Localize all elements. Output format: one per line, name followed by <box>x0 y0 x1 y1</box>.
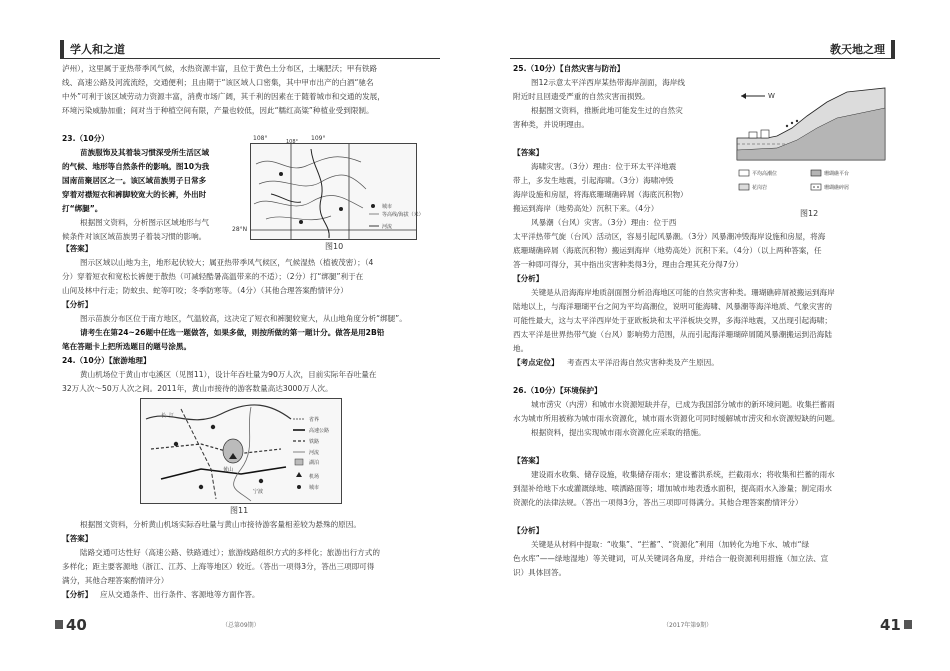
q25-analysis-label: 【分析】 <box>513 274 544 283</box>
q25-answer-line: 答一种即可得分，其中指出灾害种类得3分，理由合理其充分得7分） <box>513 260 743 269</box>
q25-answer-line: 海啸灾害。（3分）理由：位于环太平洋地震 <box>531 162 677 171</box>
fig11-legend-highway: 高速公路 <box>309 428 330 434</box>
figure-12-coast-profile <box>737 88 885 210</box>
left-page-number-text: 40 <box>66 616 87 634</box>
figure-10-map <box>250 139 424 240</box>
q25-answer-line: 太平洋热带气旋（台风）活动区，容易引起风暴潮。（3分）风暴潮冲毁海岸设施和房屋，将海 <box>513 232 826 241</box>
q26-text-line: 根据资料，提出实现城市雨水资源化应采取的措施。 <box>531 428 706 437</box>
q25-answer-line: 底珊瑚礁碎屑（海底沉积物）搬运到海岸（地势高处）沉积下来。（4分）（以上两种答案，任 <box>513 246 822 255</box>
fig10-legend-city: 城市 <box>382 204 393 210</box>
q25-title: 25.（10分）【自然灾害与防治】 <box>513 64 625 73</box>
fig11-place-label: 江 <box>169 413 175 419</box>
q25-answer-line: 海岸设施和房屋，将海底珊瑚礁碎屑（海底沉积物） <box>513 190 688 199</box>
coast-profile-graphic <box>737 88 885 210</box>
fig11-place-label: 长 <box>161 413 167 419</box>
fig12-direction: W <box>768 92 775 100</box>
fig12-legend-tide: 平均高潮位 <box>752 171 778 177</box>
q23-ask-line: 候条件对该区域苗族男子着装习惯的影响。 <box>62 232 207 241</box>
fig12-legend-reef-debris: 珊瑚礁碎屑 <box>824 185 850 191</box>
right-page <box>475 0 950 671</box>
q23-answer-line: 山间及林中行走；防蚊虫、蛇等叮咬；冬季防寒等。（4分）（其他合理答案酌情评分） <box>62 286 348 295</box>
fig10-lon1: 108° <box>286 139 299 145</box>
q25-text-line: 根据图文资料，推断此地可能发生过的自然灾 <box>531 106 683 115</box>
left-footer: （总第09期） <box>222 622 260 629</box>
q23-text-line: 苗族服饰及其着装习惯深受所生活区域 <box>80 148 210 157</box>
intro-line: 中外”可利于该区域劳动力资源丰富，消费市场广阔，其千利的因素在于随着城市和交通的发展， <box>62 92 385 101</box>
q26-text-line: 城市涝灾（内涝）和城市水资源短缺并存，已成为我国部分城市的新环境问题。收集拦蓄雨 <box>531 400 835 409</box>
q23-analysis-label: 【分析】 <box>62 300 93 309</box>
q24-ask: 根据图文资料，分析黄山机场实际吞吐量与黄山市接待游客量相差较为悬殊的原因。 <box>80 520 361 529</box>
fig11-legend-airport: 机场 <box>309 474 320 480</box>
q25-analysis-line: 西太平洋是世界热带气旋（台风）影响势力范围，从而引起海洋珊瑚碎屑随风暴潮搬运到沿海陆 <box>513 330 832 339</box>
q23-answer-line: 图示区域以山地为主，地形起伏较大；属亚热带季风气候区，气候湿热（植被茂密）；（4 <box>80 258 374 267</box>
q25-answer-line: 搬运到海岸（地势高处）沉积下来。（4分） <box>513 204 659 213</box>
q23-text-line: 穿着对襟短衣和裤脚较宽大的长裤，外出时 <box>62 190 207 199</box>
q24-answer-line: 陆路交通可达性好（高速公路、铁路通过）；旅游线路组织方式的多样化；旅游出行方式的 <box>80 548 380 557</box>
q26-answer-line: 建设雨水收集、储存设施，收集储存雨水；建设蓄洪系统，拦截雨水；将收集和拦蓄的雨水 <box>531 470 835 479</box>
q26-answer-line: 资源化的法律法规。（答出一项得3分，答出三项即可得满分。其他合理答案酌情评分） <box>513 498 803 507</box>
intro-line: 线、高速公路及河流流经，交通便利；且由期于“该区域人口密集，其中甲市出产的白酒“驰名 <box>62 78 374 87</box>
notice-line: 笔在答题卡上把所选题目的题号涂黑。 <box>62 342 192 351</box>
intro-line: 环境污染威胁加重；间对当于种植空间有限，产量也较低，因此“糯红高粱”种植业受到限制。 <box>62 106 374 115</box>
q25-answer-line: 带上，多发生地震，引起海啸。（3分）海啸冲毁 <box>513 176 674 185</box>
q24-analysis-label: 【分析】 <box>62 590 93 599</box>
q25-keypoint-label: 【考点定位】 <box>513 358 559 367</box>
right-footer: （2017年第9期） <box>663 622 713 629</box>
fig12-legend-granite: 花岗岩 <box>752 185 768 191</box>
fig11-place-label: 宁波 <box>253 489 264 495</box>
q25-analysis-line: 可能性最大，这与太平洋西岸处于亚欧板块和太平洋板块交界，多海洋地震，又出现引起海啸； <box>513 316 832 325</box>
q26-answer-line: 到湿补给地下水或灌溉绿地、喷洒路面等；增加城市地表透水面积，提高雨水入渗量；制定雨水 <box>513 484 832 493</box>
q24-answer-line: 满分，其他合理答案酌情评分） <box>62 576 169 585</box>
fig10-caption: 图10 <box>325 242 344 251</box>
q25-text-line: 害种类，并说明理由。 <box>513 120 589 129</box>
terrain-map-graphic <box>251 139 424 239</box>
fig11-legend-border: 省界 <box>309 417 320 423</box>
fig11-legend-city: 城市 <box>309 485 320 491</box>
q23-analysis-line: 图示苗族分布区位于南方地区，气温较高，这决定了短衣和裤腿较宽大，从山地角度分析“绑腿”。 <box>80 314 407 323</box>
q23-text-line: 打“绑腿”。 <box>62 204 103 213</box>
transport-map-graphic <box>141 399 341 503</box>
q24-answer-label: 【答案】 <box>62 534 93 543</box>
page-marker-square <box>904 620 912 629</box>
q25-answer-line: 风暴潮（台风）灾害。（3分）理由：位于西 <box>531 218 677 227</box>
fig10-legend-contour: 等高线/海拔（米） <box>382 212 424 218</box>
q25-text-line: 图12示意太平洋西岸某热带海岸剖面，海岸线 <box>531 78 685 87</box>
q25-analysis-line: 地。 <box>513 344 529 353</box>
fig11-place-label: 黄山 <box>223 467 234 473</box>
right-header-label: 教天地之理 <box>824 40 895 58</box>
q26-analysis-line: 色水库”——绿地湿地）等关键词，可从关键词各角度，并结合一般资源利用措施（加立法、宣 <box>513 554 829 563</box>
q26-answer-label: 【答案】 <box>513 456 544 465</box>
right-page-number-text: 41 <box>880 616 901 634</box>
left-header-bar <box>60 38 440 59</box>
q23-answer-label: 【答案】 <box>62 244 93 253</box>
fig10-legend-river: 河流 <box>382 224 393 230</box>
q26-analysis-label: 【分析】 <box>513 526 544 535</box>
fig10-lon1-label: 108° <box>253 135 268 142</box>
q25-answer-label: 【答案】 <box>513 148 544 157</box>
left-page-number <box>52 616 87 634</box>
q26-analysis-line: 识）具体回答。 <box>513 568 567 577</box>
fig11-legend-railway: 铁路 <box>309 439 320 445</box>
q23-text-line: 国南苗聚居区之一。该区域苗族男子日常多 <box>62 176 207 185</box>
q26-text-line: 水为城市所用被称为城市雨水资源化，城市雨水资源化可同时缓解城市涝灾和水资源短缺的问题。 <box>513 414 840 423</box>
intro-line: 泸州），这里属于亚热带季风气候，水热资源丰富，且位于黄色土分布区，土壤肥沃；甲有铁路 <box>62 64 378 73</box>
fig12-caption: 图12 <box>800 209 819 218</box>
q23-text-line: 的气候、地形等自然条件的影响。图10为我 <box>62 162 210 171</box>
q24-analysis: 应从交通条件、出行条件、客源地等方面作答。 <box>100 590 260 599</box>
figure-11-map <box>140 398 342 504</box>
q24-text-line: 黄山机场位于黄山市屯溪区（见图11），设计年吞吐量为90万人次，目前实际年吞吐量在 <box>80 370 377 379</box>
fig10-lat-label: 28°N <box>232 226 248 233</box>
fig11-legend-river: 河流 <box>309 450 320 456</box>
q24-text-line: 32万人次～50万人次之间。2011年，黄山市接待的游客数量高达3000万人次。 <box>62 384 333 393</box>
q23-ask-line: 根据图文资料，分析图示区域地形与气 <box>80 218 210 227</box>
q26-title: 26.（10分）【环境保护】 <box>513 386 602 395</box>
q24-answer-line: 多样化；距主要客源地（浙江、江苏、上海等地区）较近。（答出一项得3分，答出三项即可得 <box>62 562 375 571</box>
fig12-legend-reef-platform: 珊瑚礁平台 <box>824 171 850 177</box>
q25-analysis-line: 关键是从沿海海岸地质剖面图分析沿海地区可能的自然灾害种类。珊瑚礁碎屑被搬运到海岸 <box>531 288 835 297</box>
page-marker-square <box>55 620 63 629</box>
fig10-lon2-label: 109° <box>311 135 326 142</box>
q26-analysis-line: 关键是从材料中提取：“收集”、“拦蓄”、“资源化”利用（加转化为地下水、城市“绿 <box>531 540 810 549</box>
notice-line: 请考生在第24~26题中任选一题做答，如果多做，则按所做的第一题计分。做答是用2B铅 <box>80 328 385 337</box>
right-header-bar <box>510 38 895 59</box>
left-header-label: 学人和之道 <box>60 40 131 58</box>
q23-title: 23.（10分） <box>62 134 109 143</box>
q24-title: 24.（10分）【旅游地理】 <box>62 356 151 365</box>
q25-analysis-line: 陆地以上，与海洋珊瑚平台之间为平均高潮位，说明可能海啸、风暴潮等海洋地质、气象灾害的 <box>513 302 832 311</box>
fig11-caption: 图11 <box>230 506 249 515</box>
q23-answer-line: 分）穿着短衣和宽松长裤便于散热（可减轻酷暑高温带来的不适）；（2分）打“绑腿”利于在 <box>62 272 364 281</box>
fig11-legend-lake: 湖泊 <box>309 460 320 466</box>
q25-text-line: 附近时且回遗受严重的自然灾害而损毁。 <box>513 92 650 101</box>
right-page-number <box>880 616 915 634</box>
q25-keypoint: 考查西太平洋沿海自然灾害种类及产生原因。 <box>567 358 719 367</box>
